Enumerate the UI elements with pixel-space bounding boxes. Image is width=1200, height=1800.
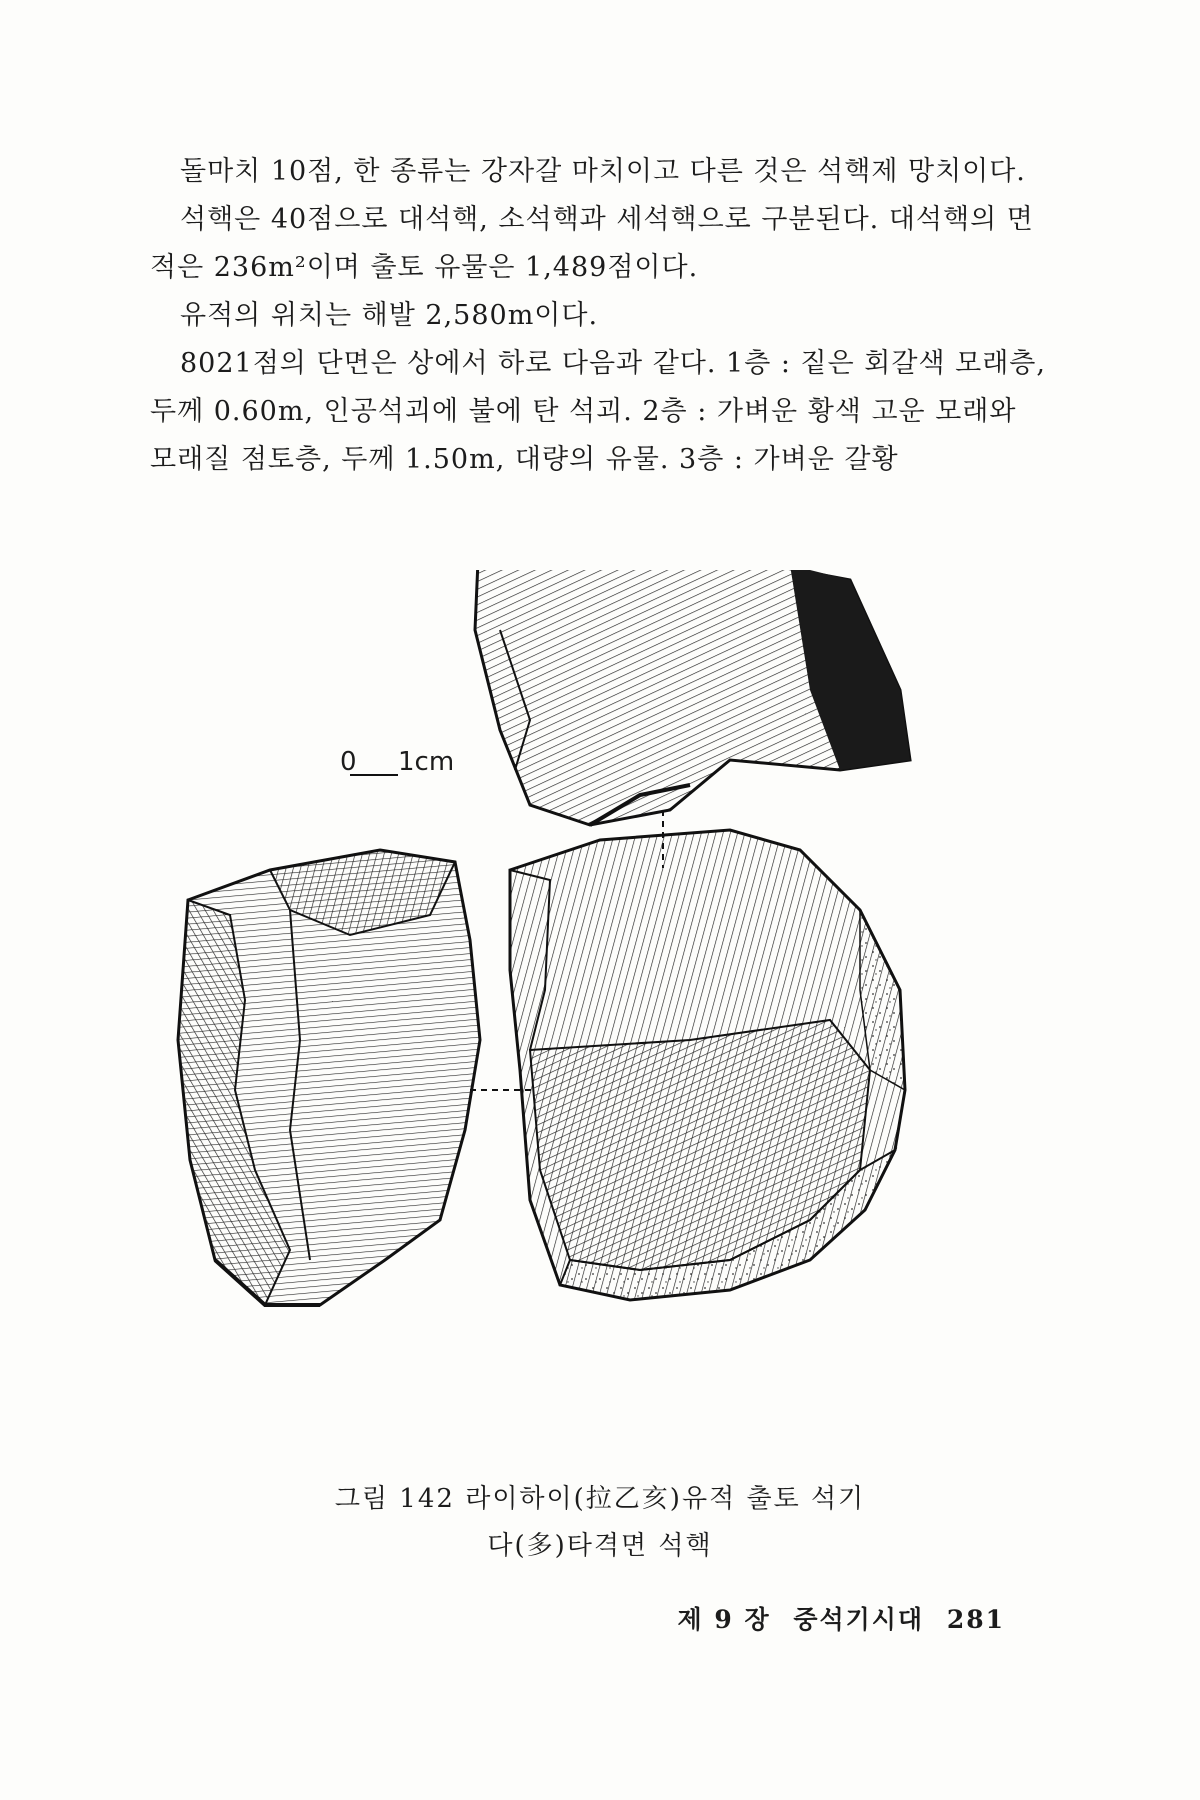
scale-end-label: 1cm bbox=[398, 747, 455, 777]
body-text bbox=[150, 148, 1050, 484]
stone-core-top-view bbox=[475, 570, 910, 825]
paragraph-4: 8021점의 단면은 상에서 하로 다음과 같다. 1층 : 짙은 회갈색 모래층, 두께 0.60m, 인공석괴에 불에 탄 석괴. 2층 : 가벼운 황색 고운 모래와 모래질 점토층, 두께 1.50m, 대량의 유물. 3층 : 가벼운 갈황 bbox=[150, 348, 1046, 475]
scale-bar bbox=[340, 747, 454, 777]
stone-core-side-view bbox=[178, 850, 480, 1305]
page-footer bbox=[666, 1600, 1006, 1636]
figure-caption-subtitle: 다(多)타격면 석핵 bbox=[487, 1531, 713, 1561]
page-number: 281 bbox=[946, 1605, 1005, 1634]
chapter-title: 중석기시대 bbox=[793, 1605, 925, 1634]
stone-core-front-view bbox=[510, 830, 905, 1300]
scale-start-label: 0 bbox=[340, 747, 357, 777]
stone-core-illustration bbox=[170, 570, 1050, 1470]
paragraph-3: 유적의 위치는 해발 2,580m이다. bbox=[180, 300, 599, 331]
chapter-label: 제 9 장 bbox=[677, 1605, 771, 1634]
paragraph-1: 돌마치 10점, 한 종류는 강자갈 마치이고 다른 것은 석핵제 망치이다. bbox=[180, 156, 1026, 187]
figure-caption-title: 그림 142 라이하이(拉乙亥)유적 출토 석기 bbox=[334, 1484, 866, 1514]
paragraph-2: 석핵은 40점으로 대석핵, 소석핵과 세석핵으로 구분된다. 대석핵의 면적은 236m²이며 출토 유물은 1,489점이다. bbox=[150, 204, 1034, 283]
